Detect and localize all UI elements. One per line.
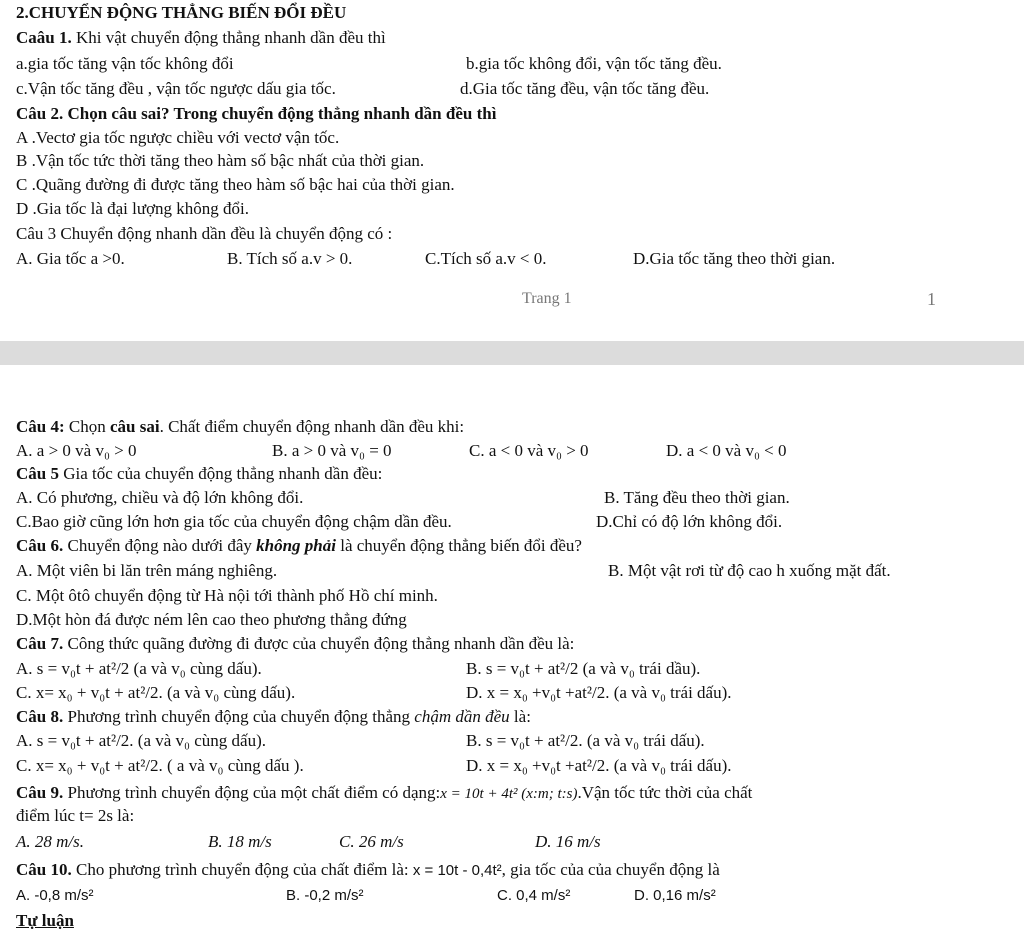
q5-option-b: B. Tăng đều theo thời gian. — [604, 488, 790, 507]
question-6-label: Câu 6. — [16, 536, 64, 555]
question-4-text-pre: Chọn — [64, 417, 110, 436]
question-4-label: Câu 4: — [16, 417, 65, 436]
question-8-text-pre: Phương trình chuyển động của chuyển động thẳng — [63, 707, 415, 726]
question-4 — [16, 416, 464, 438]
page-separator — [0, 341, 1024, 365]
q2-option-d: D .Gia tốc là đại lượng không đổi. — [16, 199, 250, 218]
question-4-text-post: . Chất điểm chuyển động nhanh dần đều khi: — [159, 417, 465, 436]
q1-option-b: b.gia tốc không đổi, vận tốc tăng đều. — [466, 54, 722, 73]
q4-option-a: A. a > 0 và v₀ > 0 — [16, 441, 137, 460]
question-5 — [16, 463, 382, 485]
q3-option-c: C.Tích số a.v < 0. — [425, 249, 547, 268]
q7-option-c: C. x= x₀ + v₀t + at²/2. (a và v₀ cùng dấu). — [16, 683, 296, 702]
q7-option-a: A. s = v₀t + at²/2 (a và v₀ cùng dấu). — [16, 659, 262, 678]
q6-option-c: C. Một ôtô chuyển động từ Hà nội tới thành phố Hồ chí minh. — [16, 586, 438, 605]
q7-option-d: D. x = x₀ +v₀t +at²/2. (a và v₀ trái dấu). — [466, 683, 732, 702]
question-7 — [16, 633, 574, 655]
question-8 — [16, 706, 531, 728]
q1-option-a: a.gia tốc tăng vận tốc không đổi — [16, 54, 234, 73]
question-6-emphasis: không phải — [256, 536, 336, 555]
q9-option-a: A. 28 m/s. — [16, 832, 84, 851]
q5-option-a: A. Có phương, chiều và độ lớn không đổi. — [16, 488, 304, 507]
q8-option-b: B. s = v₀t + at²/2. (a và v₀ trái dấu). — [466, 731, 705, 750]
q2-option-a: A .Vectơ gia tốc ngược chiều với vectơ vận tốc. — [16, 128, 340, 147]
question-1-label: Caâu 1. — [16, 28, 72, 47]
question-8-label: Câu 8. — [16, 707, 64, 726]
q9-option-b: B. 18 m/s — [208, 832, 272, 851]
question-3: Câu 3 Chuyển động nhanh dần đều là chuyển động có : — [16, 224, 393, 243]
question-9-text-pre: Phương trình chuyển động của một chất điểm có dạng: — [63, 783, 441, 802]
question-9-text-post: .Vận tốc tức thời của chất — [577, 783, 753, 802]
question-6-text-post: là chuyển động thẳng biến đổi đều? — [335, 536, 582, 555]
q9-option-c: C. 26 m/s — [339, 832, 404, 851]
question-1 — [16, 27, 386, 49]
q10-option-b: B. -0,2 m/s² — [286, 887, 364, 904]
q2-option-c: C .Quãng đường đi được tăng theo hàm số bậc hai của thời gian. — [16, 175, 455, 194]
q1-option-c: c.Vận tốc tăng đều , vận tốc ngược dấu gia tốc. — [16, 79, 336, 98]
chapter-heading: 2.CHUYỂN ĐỘNG THẲNG BIẾN ĐỔI ĐỀU — [16, 3, 347, 22]
question-10-label: Câu 10. — [16, 860, 72, 879]
q3-option-a: A. Gia tốc a >0. — [16, 249, 125, 268]
q3-option-b: B. Tích số a.v > 0. — [227, 249, 353, 268]
question-9-label: Câu 9. — [16, 783, 64, 802]
q8-option-d: D. x = x₀ +v₀t +at²/2. (a và v₀ trái dấu). — [466, 756, 732, 775]
question-8-text-post: là: — [509, 707, 531, 726]
question-7-text: Công thức quãng đường đi được của chuyển động thẳng nhanh dần đều là: — [63, 634, 575, 653]
q4-option-b: B. a > 0 và v₀ = 0 — [272, 441, 392, 460]
page-number: 1 — [927, 289, 936, 309]
document-page-1 — [0, 0, 1024, 340]
question-9-formula: x = 10t + 4t² (x:m; t:s) — [440, 786, 578, 802]
question-10-text-pre: Cho phương trình chuyển động của chất điểm là: — [71, 860, 413, 879]
q4-option-c: C. a < 0 và v₀ > 0 — [469, 441, 589, 460]
q4-option-d: D. a < 0 và v₀ < 0 — [666, 441, 787, 460]
q8-option-c: C. x= x₀ + v₀t + at²/2. ( a và v₀ cùng dấu ). — [16, 756, 304, 775]
q3-option-d: D.Gia tốc tăng theo thời gian. — [633, 249, 836, 268]
question-9 — [16, 782, 752, 805]
document-page-2 — [0, 365, 1024, 933]
q9-option-d: D. 16 m/s — [535, 832, 601, 851]
q6-option-a: A. Một viên bi lăn trên máng nghiêng. — [16, 561, 278, 580]
q10-option-c: C. 0,4 m/s² — [497, 887, 571, 904]
question-10-text-post: , gia tốc của của chuyển động là — [501, 860, 720, 879]
q1-option-d: d.Gia tốc tăng đều, vận tốc tăng đều. — [460, 79, 710, 98]
question-4-bold: câu sai — [110, 417, 160, 436]
question-6-text-pre: Chuyển động nào dưới đây — [63, 536, 257, 555]
q7-option-b: B. s = v₀t + at²/2 (a và v₀ trái dầu). — [466, 659, 701, 678]
question-2: Câu 2. Chọn câu sai? Trong chuyển động thẳng nhanh dần đều thì — [16, 104, 497, 123]
q6-option-d: D.Một hòn đá được ném lên cao theo phương thẳng đứng — [16, 610, 407, 629]
q8-option-a: A. s = v₀t + at²/2. (a và v₀ cùng dấu). — [16, 731, 266, 750]
question-5-label: Câu 5 — [16, 464, 59, 483]
question-6 — [16, 535, 582, 557]
q5-option-c: C.Bao giờ cũng lớn hơn gia tốc của chuyển động chậm dần đều. — [16, 512, 452, 531]
question-10-formula: x = 10t - 0,4t² — [412, 862, 502, 879]
question-1-text: Khi vật chuyển động thẳng nhanh dần đều thì — [71, 28, 386, 47]
q10-option-d: D. 0,16 m/s² — [634, 887, 716, 904]
question-8-emphasis: chậm dần đều — [414, 707, 510, 726]
question-7-label: Câu 7. — [16, 634, 64, 653]
q5-option-d: D.Chỉ có độ lớn không đổi. — [596, 512, 783, 531]
q10-option-a: A. -0,8 m/s² — [16, 887, 94, 904]
q6-option-b: B. Một vật rơi từ độ cao h xuống mặt đất. — [608, 561, 891, 580]
question-10 — [16, 859, 720, 882]
page-footer: Trang 1 — [522, 290, 572, 307]
q2-option-b: B .Vận tốc tức thời tăng theo hàm số bậc nhất của thời gian. — [16, 151, 425, 170]
q9-line-2: điểm lúc t= 2s là: — [16, 806, 135, 825]
question-5-text: Gia tốc của chuyển động thẳng nhanh dần đều: — [58, 464, 383, 483]
essay-heading: Tự luận — [16, 911, 74, 930]
